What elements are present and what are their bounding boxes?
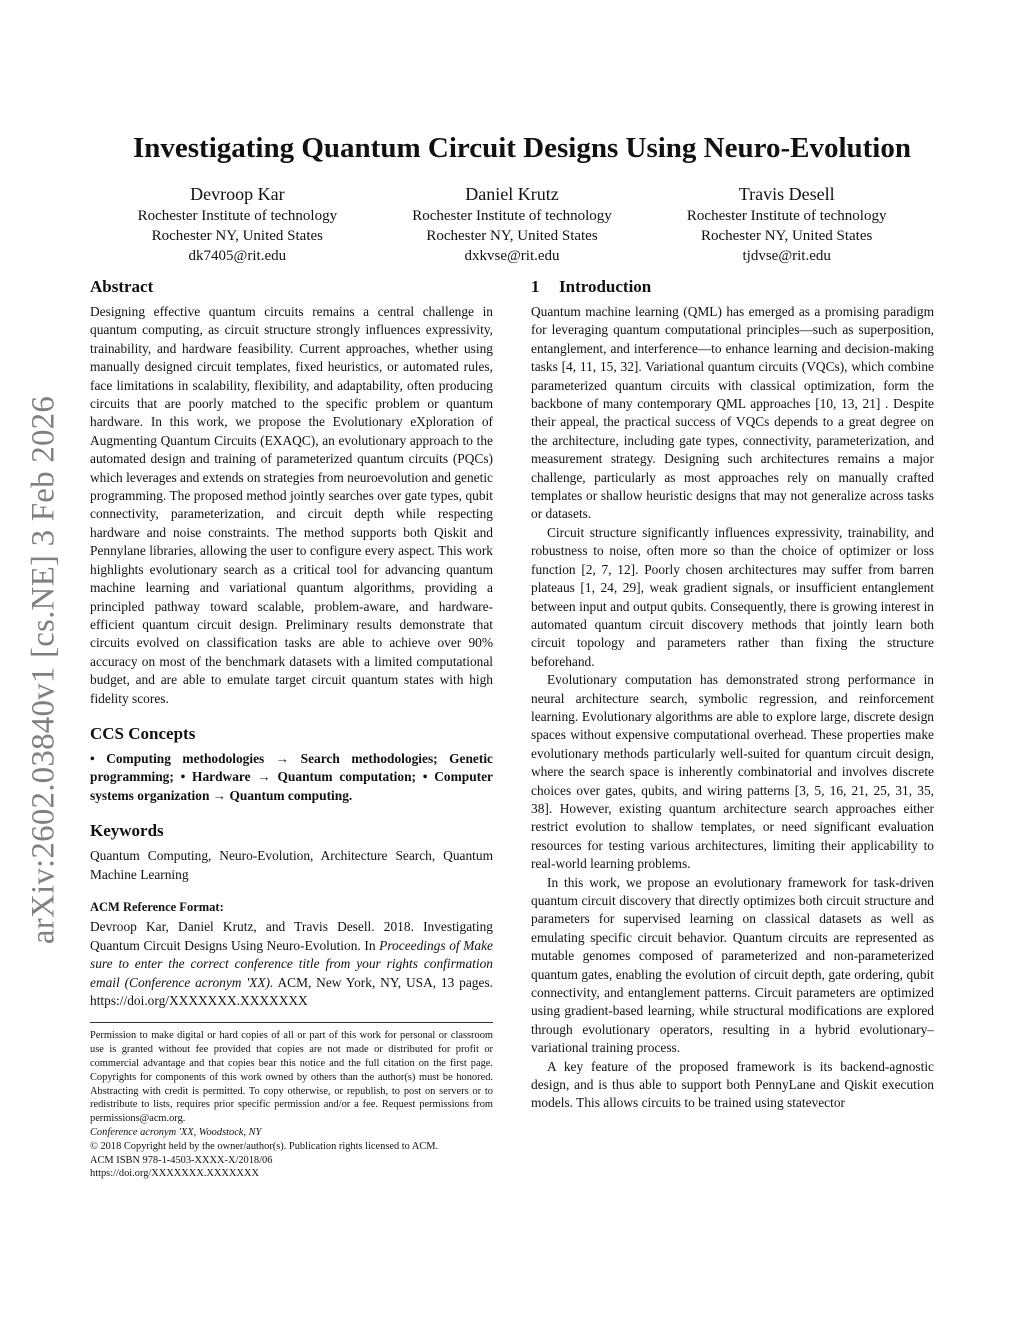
ccs-concepts: • Computing methodologies → Search methodologies; Genetic programming; • Hardware → Quantum computation; • Computer systems organization → Quantum computing. (90, 750, 493, 803)
copyright-line: © 2018 Copyright held by the owner/author(s). Publication rights licensed to ACM. (90, 1140, 439, 1152)
author-affiliation: Rochester Institute of technology (137, 208, 338, 224)
acm-ref-text: Devroop Kar, Daniel Krutz, and Travis Desell. 2018. Investigating Quantum Circuit Designs Using Neuro-Evolution. In Proceedings of Make sure to enter the correct conference title from your rights confirmation email (Conference acronym 'XX). ACM, New York, NY, USA, 13 pages. https://doi.org/XXXXXXX.XXXXXXX (90, 919, 494, 1008)
abstract-heading: Abstract (90, 277, 154, 296)
intro-paragraph: Circuit structure significantly influences expressivity, trainability, and robustness to noise, often more so than the choice of optimizer or loss function [2, 7, 12]. Poorly chosen architectures may suffer from barren plateaus [1, 24, 29], weak gradient signals, or insufficient entanglement between input and output qubits. Consequently, there is growing interest in automated quantum circuit discovery methods that jointly learn both circuit topology and parameters rather than fixing the structure beforehand. (531, 524, 934, 669)
acm-ref-heading: ACM Reference Format: (90, 899, 224, 914)
intro-paragraph: Quantum machine learning (QML) has emerged as a promising paradigm for leveraging quantum computational principles—such as superposition, entanglement, and interference—to enhance learning and decision-making tasks [4, 11, 15, 32]. Variational quantum circuits (VQCs), which combine parameterized quantum circuits with classical optimization, form the backbone of many contemporary QML approaches [10, 13, 21] . Despite their appeal, the practical success of VQCs depends to a great degree on the architecture, including gate types, connectivity, parameterization, and measurement strategy. Designing such architectures remains a major challenge, particularly as most approaches rely on manually crafted templates or shallow heuristic designs that may not generalize across tasks or datasets. (531, 304, 934, 522)
author-name: Daniel Krutz (465, 184, 559, 204)
intro-paragraph: In this work, we propose an evolutionary framework for task-driven quantum circuit discovery that directly optimizes both circuit structure and parameters for supervised learning on classical datasets as well as emulating specific circuit behavior. Quantum circuits are represented as mutable genomes composed of parameterized and non-parameterized quantum gates, enabling the evolution of circuit depth, gate ordering, qubit connectivity, and entanglement patterns. Circuit parameters are optimized using gradient-based learning, while structural modifications are explored through evolutionary operators, resulting in a hybrid evolutionary–variational training process. (531, 874, 934, 1056)
author-list (100, 182, 924, 266)
abstract-text: Designing effective quantum circuits remains a central challenge in quantum computing, as circuit structure strongly influences expressivity, trainability, and hardware feasibility. Current approaches, whether using manually designed circuit templates, fixed heuristics, or automated rules, face limitations in scalability, flexibility, and adaptability, often producing circuits that are poorly matched to the specific problem or quantum hardware. In this work, we propose the Evolutionary eXploration of Augmenting Quantum Circuits (EXAQC), an evolutionary approach to the automated design and training of parameterized quantum circuits (PQCs) which leverages and extends on strategies from neuroevolution and genetic programming. The proposed method jointly searches over gate types, qubit connectivity, parameterization, and circuit depth while respecting hardware and noise constraints. The method supports both Qiskit and Pennylane libraries, allowing the user to configure every aspect. This work highlights evolutionary search as a critical tool for advancing quantum machine learning and variational quantum algorithms, providing a principled pathway toward scalable, problem-aware, and hardware-efficient quantum circuit design. Preliminary results demonstrate that circuits evolved on classification tasks are able to achieve over 90% accuracy on most of the benchmark datasets with a limited computational budget, and are able to emulate target circuit quantum states with high fidelity scores. (90, 304, 493, 706)
author-block (649, 182, 924, 266)
keywords-section (90, 819, 493, 884)
section-number: 1 (531, 277, 540, 296)
keywords-heading: Keywords (90, 821, 164, 841)
author-affiliation: Rochester Institute of technology (686, 208, 887, 224)
acm-reference (90, 898, 493, 1010)
right-column (531, 275, 934, 1113)
arxiv-id: arXiv:2602.03840v1 [cs.NE] 3 Feb 2026 (25, 395, 62, 945)
author-email: dk7405@rit.edu (188, 248, 287, 264)
author-block (100, 182, 375, 266)
author-block (375, 182, 650, 266)
author-location: Rochester NY, United States (151, 228, 324, 244)
copyright-footnote (90, 1022, 493, 1181)
paper-title: Investigating Quantum Circuit Designs Using Neuro-Evolution (132, 132, 911, 164)
isbn-line: ACM ISBN 978-1-4503-XXXX-X/2018/06 (90, 1154, 273, 1166)
author-location: Rochester NY, United States (700, 228, 873, 244)
conference-line: Conference acronym 'XX, Woodstock, NY (90, 1126, 262, 1138)
acm-ref-venue: Proceedings of Make sure to enter the correct conference title from your rights confirmation email (Conference acronym 'XX). (90, 937, 493, 990)
ccs-heading: CCS Concepts (90, 723, 196, 743)
introduction-heading: 1 Introduction (531, 275, 934, 299)
author-name: Travis Desell (738, 184, 835, 204)
intro-paragraph: Evolutionary computation has demonstrated strong performance in neural architecture search, symbolic regression, and reinforcement learning. Evolutionary algorithms are able to explore large, discrete design spaces without expensive computational overhead. These properties make evolutionary methods particularly well-suited for quantum circuit design, where the search space is inherently combinatorial and involves discrete choices over gates, qubits, and wiring patterns [3, 5, 16, 21, 25, 31, 35, 38]. However, existing quantum architecture search approaches either restrict evolution to shallow templates, or need significant evaluation resources for testing various architectures, limiting their applicability to real-world learning problems. (531, 672, 934, 872)
doi-link[interactable]: https://doi.org/XXXXXXX.XXXXXXX (90, 1168, 259, 1180)
author-email: tjdvse@rit.edu (742, 248, 831, 264)
author-location: Rochester NY, United States (426, 228, 598, 244)
permission-notice: Permission to make digital or hard copies of all or part of this work for personal or classroom use is granted without fee provided that copies are not made or distributed for profit or commercial advantage and that copies bear this notice and the full citation on the first page. Copyrights for components of this work owned by others than the author(s) must be honored. Abstracting with credit is permitted. To copy otherwise, or republish, to post on servers or to redistribute to lists, requires prior specific permission and/or a fee. Request permissions from permissions@acm.org. (90, 1030, 493, 1125)
ccs-section (90, 722, 493, 805)
arxiv-watermark (14, 380, 74, 960)
keywords-text: Quantum Computing, Neuro-Evolution, Architecture Search, Quantum Machine Learning (90, 848, 493, 882)
left-column (90, 275, 493, 1181)
author-affiliation: Rochester Institute of technology (412, 208, 612, 224)
author-email: dxkvse@rit.edu (464, 248, 560, 264)
intro-paragraph: A key feature of the proposed framework is its backend-agnostic design, and is thus able to support both PennyLane and Qiskit execution models. This allows circuits to be trained using statevector (531, 1058, 934, 1111)
author-name: Devroop Kar (190, 184, 285, 204)
